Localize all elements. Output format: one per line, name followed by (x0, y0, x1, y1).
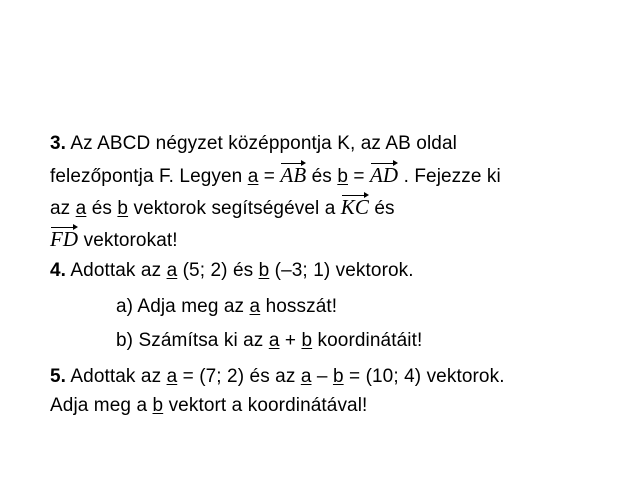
vector-b-symbol: b (258, 260, 270, 281)
vector-b-symbol: b (301, 330, 313, 351)
text: Adja meg a (50, 395, 148, 416)
vector-arrow-icon (371, 160, 398, 166)
text: az (50, 198, 71, 219)
problem-3-line-3 (50, 194, 395, 220)
vector-arrow-icon (342, 192, 369, 198)
vector-KC-label: KC (340, 195, 369, 219)
vector-b-symbol: b (332, 366, 344, 387)
minus-sign: – (316, 366, 328, 387)
vector-b-symbol: b (152, 395, 164, 416)
vector-KC (341, 194, 369, 218)
vector-a-symbol: a (249, 296, 261, 317)
vector-AB (280, 162, 306, 186)
text: vektorok segítségével a (133, 198, 336, 219)
vector-b-symbol: b (337, 166, 348, 187)
problem-3-line-2 (50, 162, 501, 188)
vector-AD-label: AD (369, 163, 399, 187)
vector-a-symbol: a (75, 198, 87, 219)
vector-a-symbol: a (247, 166, 259, 187)
text: b) Számítsa ki az (116, 330, 264, 351)
conjunction: és (91, 198, 113, 219)
text: (5; 2) és (182, 260, 254, 281)
text: (–3; 1) vektorok. (274, 260, 414, 281)
problem-3-line-4 (50, 226, 178, 252)
text: = (10; 4) vektorok. (349, 366, 505, 387)
text: vektorokat! (83, 230, 178, 251)
vector-FD (50, 226, 78, 250)
problem-3-line-1 (50, 133, 457, 155)
text: = (7; 2) és az (182, 366, 296, 387)
text: koordinátáit! (317, 330, 423, 351)
plus-sign: + (284, 330, 297, 351)
problem-4-line-1 (50, 260, 414, 282)
vector-arrow-icon (51, 224, 78, 230)
text: Adottak az (70, 366, 162, 387)
vector-a-symbol: a (300, 366, 312, 387)
vector-a-symbol: a (166, 260, 178, 281)
vector-FD-label: FD (50, 227, 79, 251)
vector-a-symbol: a (268, 330, 280, 351)
text: vektort a koordinátával! (168, 395, 368, 416)
problem-4-task-a (116, 296, 337, 318)
text: hosszát! (265, 296, 338, 317)
problem-3-number: 3. (50, 133, 67, 154)
text: Adottak az (70, 260, 162, 281)
vector-AD (370, 162, 398, 186)
equals-sign: = (263, 166, 275, 187)
problem-5-number: 5. (50, 366, 67, 387)
problem-4-task-b (116, 330, 422, 352)
vector-AB-label: AB (280, 163, 307, 187)
conjunction: és (311, 166, 332, 187)
problem-5-line-2 (50, 395, 367, 417)
problem-3-text-2b: . Fejezze ki (403, 166, 501, 187)
vector-b-symbol: b (117, 198, 129, 219)
conjunction: és (374, 198, 395, 219)
text: a) Adja meg az (116, 296, 245, 317)
vector-a-symbol: a (166, 366, 178, 387)
vector-arrow-icon (281, 160, 306, 166)
problem-3-text-2a: felezőpontja F. Legyen (50, 166, 243, 187)
problem-3-text-1: Az ABCD négyzet középpontja K, az AB oldal (70, 133, 457, 154)
problem-4-number: 4. (50, 260, 67, 281)
problem-5-line-1 (50, 366, 505, 388)
equals-sign: = (353, 166, 365, 187)
